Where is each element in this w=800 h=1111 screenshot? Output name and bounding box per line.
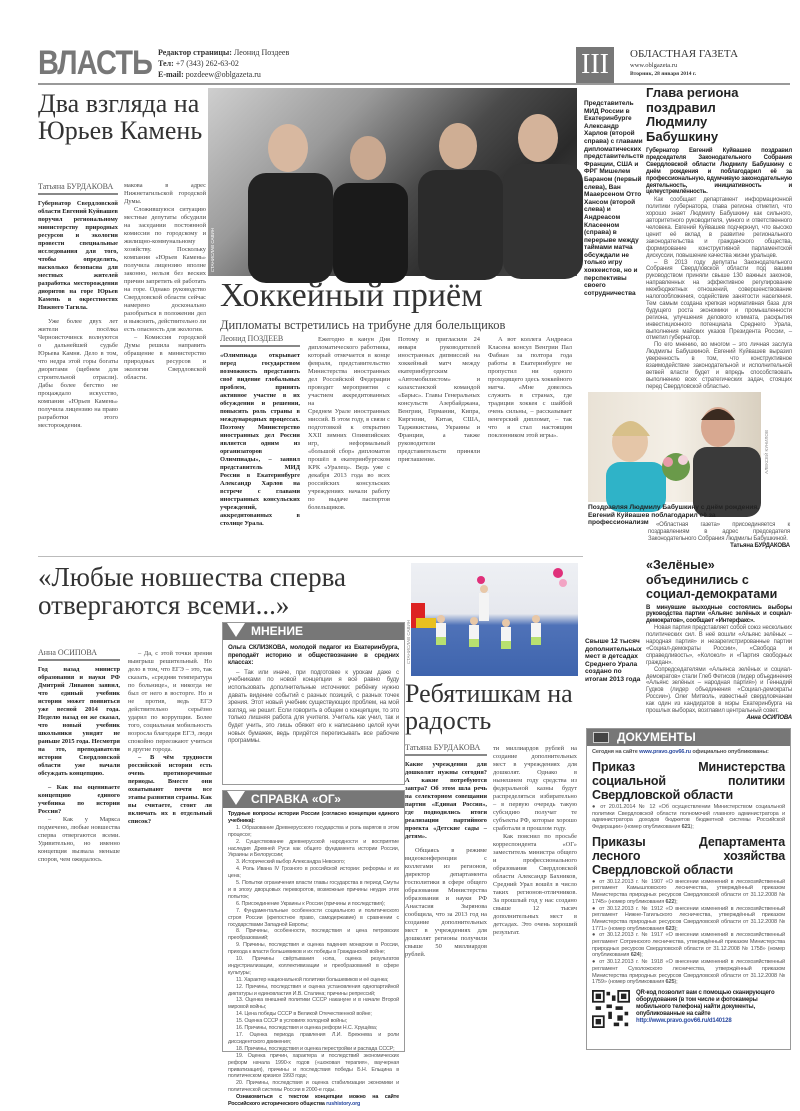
article-paragraph: Общаясь в режиме видеоконференции с коллегами из регионов, директор департамента госполитики в сфере общего образования Министерства образования и науки РФ Анастасия Зырянова сообщила, что за 2013 год на создание дополнительных мест в учреждениях для дошколят регионы получили свыше 50 миллиардов рублей. [405,847,487,958]
kids-article-title: Ребятишкам на радость [405,679,573,736]
article-paragraph: Среднем Урале иностранных миссий. В этом году, в связи с подготовкой к открытию XXII зимних Олимпийских игр, неформальный «большой сбор» дипломатов прошёл в екатеринбургском КРК «Уралец». Ведь уже с декабря 2013 года во всех российских консульских учреждениях начали работу по выдаче паспортов болельщиков. [308,408,390,511]
email-link[interactable]: pozdeew@oblgazeta.ru [185,70,261,79]
article-author: Анна ОСИПОВА [746,715,792,721]
documents-site-link[interactable]: www.pravo.gov66.ru [639,749,691,755]
article-title: Два взгляда на Юрьев Камень [38,89,203,146]
article-paragraph: Как сообщает департамент информационной политики губернатора, глава региона отметил, что хорошо знает Людмилу Бабушкину как сильного, авторитетного руководителя, умного и ответственного человека. Евгений Куйвашев подчеркнул, что высоко ценит её вклад в развитие регионального законодательства и гражданского общества, формирование конструктивной парламентской дискуссии, повышение качества жизни уральцев. [646,197,792,259]
interview-question: – В чём трудности российской истории есть очень противоречивые периоды. Вместе они охватывают почти все этапы развития страны. Как вы считаете, стоит ли включать их в отдельный список? [128,754,212,825]
article-paragraph: Как пояснил по просьбе корреспондента «ОГ» заместитель министра общего и профессионального образования Свердловской области Александр Бахников, Средний Урал вошёл в число таких регионов-отличников. За прошлый год у нас создано свыше 12 тысяч дополнительных мест в детсадах. Это очень хороший результат. [493,833,577,936]
document-number: 621 [681,824,691,831]
babushkina-photo-caption: Поздравляя Людмилу Бабушкину с днём рождения, Евгений Куйвашев поблагодарил её за профессионализм [588,504,760,527]
kindergarten-photo [411,563,578,676]
editor-info [158,47,289,80]
hockey-photo [208,88,577,276]
article-lead: Губернатор Евгений Куйвашев поздравил председателя Законодательного Собрания Свердловской области Людмилу Бабушкину с днём рождения и поблагодарил её за профессиональную, вдумчивую законодательную деятельность, инициативность и целеустремлённость. [646,148,792,196]
article-author: Татьяна БУРДАКОВА [730,542,790,549]
article-paragraph: – В 2013 году депутаты Законодательного Собрания Свердловской области под вашим руководством приняли свыше 130 важных законов, направленных на эффективное регулирование межбюджетных отношений, совершенствование налогообложения, содействие занятости населения. Тем самым создана крепкая нормативная база для будущего роста экономики и промышленности региона, улучшения делового климата, раскрытия инвестиционного потенциала Среднего Урала, выполнения майских указов Президента России, – отметил губернатор. [646,259,792,342]
article-lead: Губернатор Свердловской области Евгений Куйвашев поручил региональному министерству природных ресурсов и экологии провести специальные исследования для того, чтобы определить, насколько безопасна для местных жителей разработка месторождения диоритов на горе Юрьев Камень в окрестностях Нижнего Тагила. [38,200,118,311]
article-hockey [220,278,575,553]
masthead [630,48,738,77]
article-paragraph: ти миллиардов рублей на создание дополнительных мест в учреждениях для дошколят. Однако в нынешнем году средства из федеральной казны будут распределяться избирательно – в первую очередь такую субсидию получат те субъекты РФ, которые хорошо сработали в прошлом году. [493,745,577,832]
reference-item: 14. Цена победы СССР в Великой Отечественной войне; [236,1011,372,1018]
reference-item: 6. Присоединение Украины к России (причины и последствия); [236,900,385,907]
qr-code-icon[interactable] [592,990,630,1028]
article-greens [646,558,792,722]
article-kids [405,743,487,959]
phone: +7 (343) 262-63-02 [175,59,239,68]
document-group-title: Приказ Министерства социальной политики Свердловской области [592,759,785,802]
document-number: 624 [630,952,640,959]
photo-children-illustration [411,563,579,676]
article-paragraph: Потому и пригласили 24 января руководителей иностранных дипмиссий на хоккейный матч между екатеринбургским «Автомобилистом» и казахстанской командой «Барыс». Главы Генеральных консульств Азербайджана, Венгрии, Германии, Кипра, Киргизии, Китая, США, Таджикистана, Украины и Франции, а также руководители представительств приняли приглашение. [398,336,480,463]
article-lead: Год назад министр образования и науки РФ Дмитрий Ливанов заявил, что единый учебник истории может появиться уже весной 2014 года. Неделю назад он же сказал, что новый учебник школьники увидят не раньше 2015 года. Несмотря на это, преподаватели истории Свердловской области уже начали обсуждать концепцию. [38,666,120,777]
reference-item: 10. Причины свёртывания нэпа, оценка результатов индустриализации, коллективизации и преобразований в сфере культуры; [228,956,399,976]
reference-item: 11. Характер национальной политики большевиков и её оценка; [236,976,389,983]
article-paragraph: Сложившуюся ситуацию местные депутаты обсудили на заседании постоянной комиссии по городскому и жилищно-коммунальному хозяйству. Поскольку компания «Юрьев Камень» получила лицензию вполне законно, нельзя без веских причин запретить ей работать на горе. Однако руководство Свердловской области сейчас намерено досконально разобраться в положении дел и выяснить, действительно ли есть опасность для экологии. [124,206,206,333]
document-item[interactable]: ● от 30.12.2013 г. № 1912 «О внесении изменений в лесохозяйственный регламент Нижне-Тагильского лесничества, утверждённый приказом Министерства природных ресурсов Свердловской области от 31.12.2008 № 1771» (номер опубликования 623); [592,905,785,932]
document-number: 625 [665,979,675,986]
article-paragraph: Уже более двух лет жители посёлка Черноисточинск волнуются о дальнейшей судьбе Юрьева Камня. Дело в том, что недра этой горы богаты диоритами (щебнем для строительной отрасли). Дабы более бегство не процаждало искусство, компания «Юрьев Камень» получила лицензию на право разработки этого месторождения. [38,318,118,429]
article-paragraph: – Комиссия городской Думы решила направить обращение в министерство природных ресурсов и экологии Свердловской области. [124,334,206,381]
article-title: Хоккейный приём [220,277,483,314]
babushkina-photo [588,392,761,502]
document-item[interactable]: ● от 20.01.2014 № 12 «Об осуществлении Министерством социальной политики Свердловской области полномочий главного администратора и администратора доходов бюджетов бюджетной системы Российской Федерации» (номер опубликования 621); [592,803,785,831]
paper-website[interactable]: www.oblgazeta.ru [630,62,678,69]
documents-header [587,729,790,746]
documents-intro-end: официально опубликованы: [692,749,769,755]
reference-item: 8. Причины, особенности, последствия и цена петровских преобразований; [228,928,399,942]
article-title: «Зелёные» объединились с социал-демократами [646,558,778,601]
article-paragraph: – Да, с этой точки зрения выигрыш решительный. Но дело в том, что ЕГЭ – это, так сказать, «средняя температура по больнице», и никогда не был от него в восторге. Но и не против, ведь ЕГЭ действительно серьёзно ударил по коррупции. Более того, социальная мобильность возросла благодаря ЕГЭ, люди спокойно переезжают учиться в другие города. [128,650,212,753]
issue-date: Вторник, 28 января 2014 г. [630,71,697,77]
document-number: 623 [665,925,675,932]
article-title: Глава региона поздравил Людмилу Бабушкину [646,85,739,144]
article-author: Татьяна БУРДАКОВА [38,182,118,195]
article-paragraph: А вот коллега Андреаса Класена консул Венгрии Пал Фабиан за полтора года работы в Екатеринбурге не пропустил ни одного проходящего здесь хоккейного матча. «Мне довелось служить в странах, где традиции хоккея с шайбой очень сильны, – рассказывает венгерский дипломат, – так что я стал настоящим поклонником этой игры». [488,336,572,439]
opinion-intro: Ольга СКЛИЗКОВА, молодой педагог из Екатеринбурга, преподаёт историю и обществознание в средних классах: [228,644,399,667]
article-yuryev-kamen [38,90,206,550]
opinion-label: МНЕНИЕ [251,624,303,638]
kindergarten-photo-caption: Свыше 12 тысяч дополнительных мест в детсадах Среднего Урала создано по итогам 2013 года [585,638,642,683]
interview-question: – Как вы оцениваете концепцию единого учебника по истории России? [38,784,120,815]
photo-credit: АЛЕКСЕЙ КУНИЛОВ [764,430,769,474]
page-number: III [576,47,614,83]
qr-link[interactable]: http://www.pravo.gov66.ru/d140128 [636,1017,732,1024]
section-divider [38,556,583,557]
paper-name: ОБЛАСТНАЯ ГАЗЕТА [630,48,739,60]
article-author: Леонид ПОЗДЕЕВ [220,334,300,347]
reference-footer-text: Ознакомиться с текстом концепции можно на сайте Российского исторического общества [228,1094,399,1108]
document-item[interactable]: ● от 30.12.2013 г. № 1917 «О внесении изменений в лесохозяйственный регламент Сотринского лесничества, утверждённый приказом Министерства природных ресурсов Свердловской области от 31.12.2008 № 1758» (номер опубликования 624); [592,932,785,959]
article-paragraph: Ежегодно в канун Дня дипломатического работника, который отмечается в конце февраля, представительство Министерства иностранных дел Российской Федерации проводит мероприятия с участием аккредитованных на [308,336,390,407]
qr-block [592,990,785,1028]
documents-box [586,728,791,1050]
opinion-header [223,623,404,640]
article-paragraph: макова в адрес Нижнетагильской городской Думы. [124,182,206,205]
document-item-text: от 30.12.2013 г. № 1907 «О внесении изменений в лесохозяйственный регламент Камышловского лесничества, утверждённый приказом Министерства природных ресурсов Свердловской области от 31.12.2008 № 1745» (номер опубликования [592,878,785,905]
page-header [38,45,790,85]
reference-item: 19. Оценка причин, характера и последствий экономических реформ начала 1990-х годов («шоковая терапия», ваучерная приватизация), причины и последствия победы Б.Н. Ельцина в политическом кризисе 1993 года; [228,1052,399,1080]
document-item-text: от 20.01.2014 № 12 «Об осуществлении Министерством социальной политики Свердловской области полномочий главного администратора и администратора доходов бюджетов бюджетной системы Российской Федерации» (номер опубликования [592,803,785,831]
hockey-photo-caption: Представитель МИД России в Екатеринбурге Александр Харлов (второй справа) с главами дипломатических представительств Франции, США и ФРГ Мишелем Бараном (первый слева), Ван Мааерсеном Отто Хансом (второй слева) и Андреасом Класееном (справа) в перерыве между таймами матча обсуждали не только игру хоккеистов, но и перспективы своего сотрудничества [584,100,644,297]
reference-item: 17. Оценка периода правления Л.И. Брежнева и роли диссидентского движения; [228,1032,399,1045]
article-closing: «Областная газета» присоединяется к поздравлениям в адрес председателя Законодательного Собрания Людмилы Бабушкиной. [648,522,790,542]
reference-item: 7. Фундаментальные особенности социального и политического строя России (крепостное право, самодержавие) в сравнении с государствами Западной Европы; [228,907,399,928]
email-label: E-mail: [158,70,184,79]
textbook-article-title: «Любые новшества сперва отвергаются всеми...» [38,562,346,621]
reference-item: 5. Попытки ограничения власти главы государства в период Смуты и в эпоху дворцовых переворотов, возможные причины неудач этих попыток; [228,880,399,900]
reference-footer [228,1094,399,1108]
briefcase-icon [593,732,609,743]
phone-label: Тел: [158,59,174,68]
editor-name: Леонид Поздеев [233,48,290,57]
photo-people-illustration [208,88,577,276]
document-item-text: от 30.12.2013 г. № 1912 «О внесении изменений в лесохозяйственный регламент Нижне-Тагильского лесничества, утверждённый приказом Министерства природных ресурсов Свердловской области от 31.12.2008 № 1771» (номер опубликования [592,905,785,932]
article-lead: В минувшие выходные состоялись выборы руководства партии «Альянс зелёных и социал-демократов», сообщает «Интерфакс». [646,604,792,625]
reference-header [223,791,404,808]
photo-credit: СТАНИСЛАВ САВИН [406,620,411,665]
documents-label: ДОКУМЕНТЫ [617,730,696,744]
article-textbook [38,648,120,864]
document-number: 622 [665,898,675,905]
photo-credit: СТАНИСЛАВ САВИН [210,227,215,272]
qr-text: QR-код позволит вам с помощью сканирующего оборудования (в том числе и фотокамеры мобильного телефона) найти документы, опубликованные на сайте [636,989,775,1017]
reference-item: 12. Причины, последствия и оценка установления однопартийной диктатуры и единовластия И.В. Сталина; причины репрессий; [228,983,399,997]
article-lead: «Олимпиада открывает перед государством возможность представить своё видение глобальных проблем, принять активное участие в их обсуждении и решении, повысить роль страны в международных процессах. Поэтому Министерство иностранных дел России является одним из организаторов Олимпиады», – заявил представитель МИД России в Екатеринбурге Александр Харлов на встрече с главами иностранных консульских учреждений, аккредитованных в столице Урала. [220,352,300,527]
article-author: Татьяна БУРДАКОВА [405,743,487,756]
article-author: Анна ОСИПОВА [38,648,120,661]
article-paragraph: – Как у Маркса подмечено, любые новшества сперва отвергаются всеми. Удивительно, но именно концепция вызвала меньше споров, чем ожидалось. [38,816,120,863]
reference-box [222,790,405,1108]
reference-footer-link[interactable]: rushistory.org [326,1101,361,1108]
reference-item: 18. Причины, последствия и оценка перестройки и распада СССР; [236,1045,395,1052]
document-item-text: от 30.12.2013 г. № 1918 «О внесении изменений в лесохозяйственный регламент Сухоложского лесничества, утверждённый приказом Министерства природных ресурсов Свердловской области от 31.12.2008 № 1759» (номер опубликования [592,959,785,986]
triangle-icon [227,791,245,805]
reference-item: 3. Исторический выбор Александра Невского; [236,859,345,866]
article-paragraph: По его мнению, во многом – это личная заслуга Людмилы Бабушкиной. Евгений Куйвашев выразил уверенность в том, что конструктивное взаимодействие законодательной и исполнительной ветвей власти будет и впредь способствовать выполнению всех стратегических задач, стоящих перед Свердловской областью. [646,342,792,390]
article-paragraph: Сопредседателями «Альянса зелёных и социал-демократов» стали Глеб Фетисов (лидер объединения «Альянс зелёных – народная партия») и Геннадий Гудков (лидер объединения «Социал-демократы России»). Олег Митволь, известный свердловчанам как один из кандидатов в мэры Екатеринбурга на прошлых выборах, возглавил центральный совет. [646,666,792,715]
article-subtitle: Дипломаты встретились на трибуне для болельщиков [220,317,506,332]
article-lead: Какие учреждения для дошколят нужны сегодня? А какие потребуются завтра? Об этом шла речь на селекторном совещании партии «Единая Россия», где подводились итоги реализации партийного проекта «Детские сады – детям». [405,761,487,840]
section-title: ВЛАСТЬ [38,44,153,82]
opinion-text: – Так или иначе, при подготовке к урокам даже с учебниками по новой концепции я всё равно буду использовать дополнительные источники: ребёнку нужно давать видение событий с разных позиций, с разных точек зрения. Этот новый учебник существующих проблем, на мой взгляд, не решит. Если говорить в общем о концепции, то это только лишняя работа для учителя. Учитель как учил, так и будет учить, это лишь обяжет его к написанию целой кучи новых бумажек, ведь придётся переписывать все рабочие программы. [228,668,399,745]
reference-item: 2. Существование древнерусской народности и восприятие наследия Древней Руси как общего фундамента истории России, Украины и Белоруссии; [228,838,399,859]
documents-intro: Сегодня на сайте [592,749,638,755]
reference-intro: Трудные вопросы истории России (согласно концепции единого учебника): [228,811,399,824]
reference-item: 15. Оценка СССР в условиях холодной войны; [236,1018,347,1025]
document-item[interactable]: ● от 30.12.2013 г. № 1907 «О внесении изменений в лесохозяйственный регламент Камышловского лесничества, утверждённый приказом Министерства природных ресурсов Свердловской области от 31.12.2008 № 1745» (номер опубликования 622); [592,878,785,905]
article-paragraph: Новая партия представляет собой союз нескольких политических сил. В неё вошли «Альянс зелёных – народная партия» и незарегистрированные партии «Социал-демократы России», «Свобода и справедливость», «Колокол» и «Партия свободных граждан». [646,625,792,666]
document-item-text: от 30.12.2013 г. № 1917 «О внесении изменений в лесохозяйственный регламент Сотринского лесничества, утверждённый приказом Министерства природных ресурсов Свердловской области от 31.12.2008 № 1758» (номер опубликования [592,932,785,959]
reference-item: 1. Образование Древнерусского государства и роль варягов в этом процессе; [228,824,399,838]
document-group-title: Приказы Департамента лесного хозяйства Свердловской области [592,834,785,877]
document-item[interactable]: ● от 30.12.2013 г. № 1918 «О внесении изменений в лесохозяйственный регламент Сухоложского лесничества, утверждённый приказом Министерства природных ресурсов Свердловской области от 31.12.2008 № 1759» (номер опубликования 625); [592,959,785,986]
opinion-box [222,622,405,785]
reference-item: 16. Причины, последствия и оценка реформ Н.С. Хрущёва; [236,1025,378,1032]
reference-item: 9. Причины, последствия и оценка падения монархии в России, прихода к власти большевиков и их победы в Гражданской войне; [228,942,399,956]
article-babushkina [646,86,792,391]
triangle-icon [227,623,245,637]
reference-label: СПРАВКА «ОГ» [251,792,341,806]
photo-congratulation-illustration [588,392,761,502]
editor-label: Редактор страницы: [158,48,232,57]
reference-item: 13. Оценка внешней политики СССР накануне и в начале Второй мировой войны; [228,997,399,1011]
reference-item: 4. Роль Ивана IV Грозного в российской истории: реформы и их цена; [228,866,399,880]
reference-item: 20. Причины, последствия и оценка стабилизации экономики и политической системы России в 2000-е годы. [228,1080,399,1094]
